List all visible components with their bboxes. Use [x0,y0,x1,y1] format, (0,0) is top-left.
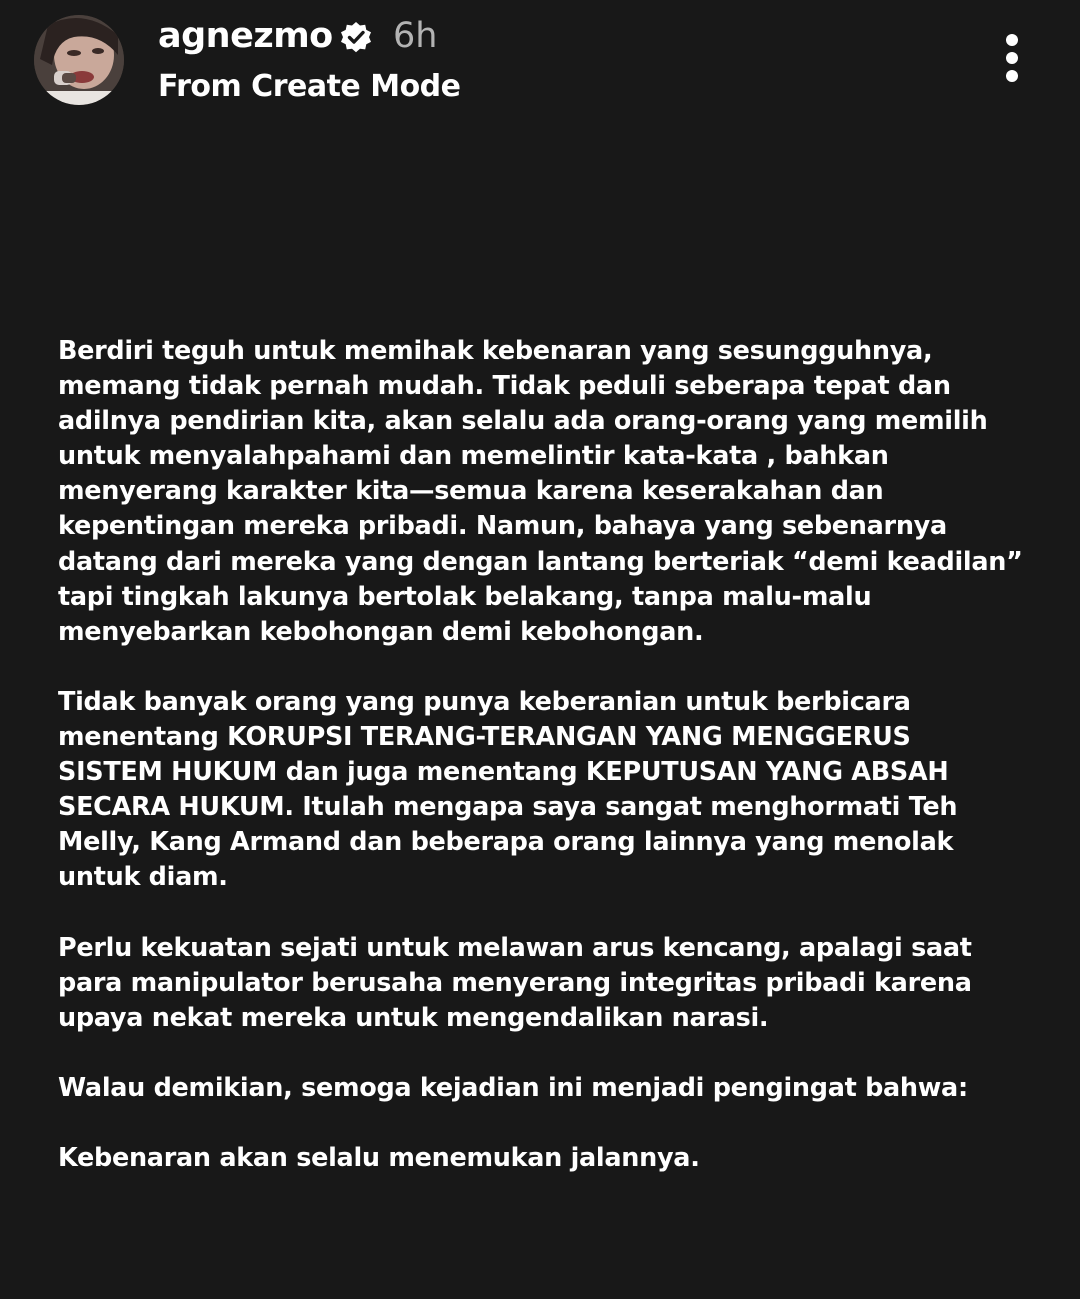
text-line: kepentingan mereka pribadi. Namun, bahaya yang sebenarnya [58,511,947,542]
post-paragraph [58,1071,1048,1106]
text-line: Walau demikian, semoga kejadian ini menjadi pengingat bahwa: [58,1072,968,1103]
text-line: tapi tingkah lakunya bertolak belakang, tanpa malu-malu [58,581,872,612]
text-line: adilnya pendirian kita, akan selalu ada orang-orang yang memilih [58,406,988,437]
text-line: Melly, Kang Armand dan beberapa orang lainnya yang menolak [58,827,954,858]
avatar-photo [34,15,124,105]
username[interactable]: agnezmo [158,16,333,56]
text-line: memang tidak pernah mudah. Tidak peduli seberapa tepat dan [58,371,951,402]
text-line: Perlu kekuatan sejati untuk melawan arus kencang, apalagi saat [58,932,972,963]
text-line: datang dari mereka yang dengan lantang berteriak “demi keadilan” [58,546,1023,577]
text-line: Tidak banyak orang yang punya keberanian untuk berbicara [58,686,911,717]
post-text [58,334,1048,1176]
post-paragraph [58,334,1048,650]
text-line: SECARA HUKUM. Itulah mengapa saya sangat menghormati Teh [58,792,958,823]
text-line: SISTEM HUKUM dan juga menentang KEPUTUSAN YANG ABSAH [58,757,949,788]
text-line: menyerang karakter kita—semua karena keserakahan dan [58,476,884,507]
text-line: Kebenaran akan selalu menemukan jalannya. [58,1143,700,1174]
text-line: menyebarkan kebohongan demi kebohongan. [58,616,704,647]
text-line: untuk diam. [58,862,228,893]
paragraph-spacer [58,1106,1048,1141]
text-line: upaya nekat mereka untuk mengendalikan narasi. [58,1002,769,1033]
paragraph-spacer [58,1036,1048,1071]
text-line: untuk menyalahpahami dan memelintir kata-kata , bahkan [58,441,889,472]
post-paragraph [58,1141,1048,1176]
text-line: para manipulator berusaha menyerang integritas pribadi karena [58,967,972,998]
post-paragraph [58,931,1048,1036]
text-line: menentang KORUPSI TERANG-TERANGAN YANG MENGGERUS [58,722,911,753]
more-options-icon[interactable] [992,30,1034,86]
paragraph-spacer [58,896,1048,931]
text-line: Berdiri teguh untuk memihak kebenaran yang sesungguhnya, [58,336,933,366]
post-time: 6h [393,16,438,56]
paragraph-spacer [58,650,1048,685]
avatar[interactable] [34,15,124,105]
post-paragraph [58,685,1048,896]
verified-badge-icon [338,19,374,55]
story-header [0,0,1080,120]
create-mode-label[interactable]: From Create Mode [158,69,461,104]
